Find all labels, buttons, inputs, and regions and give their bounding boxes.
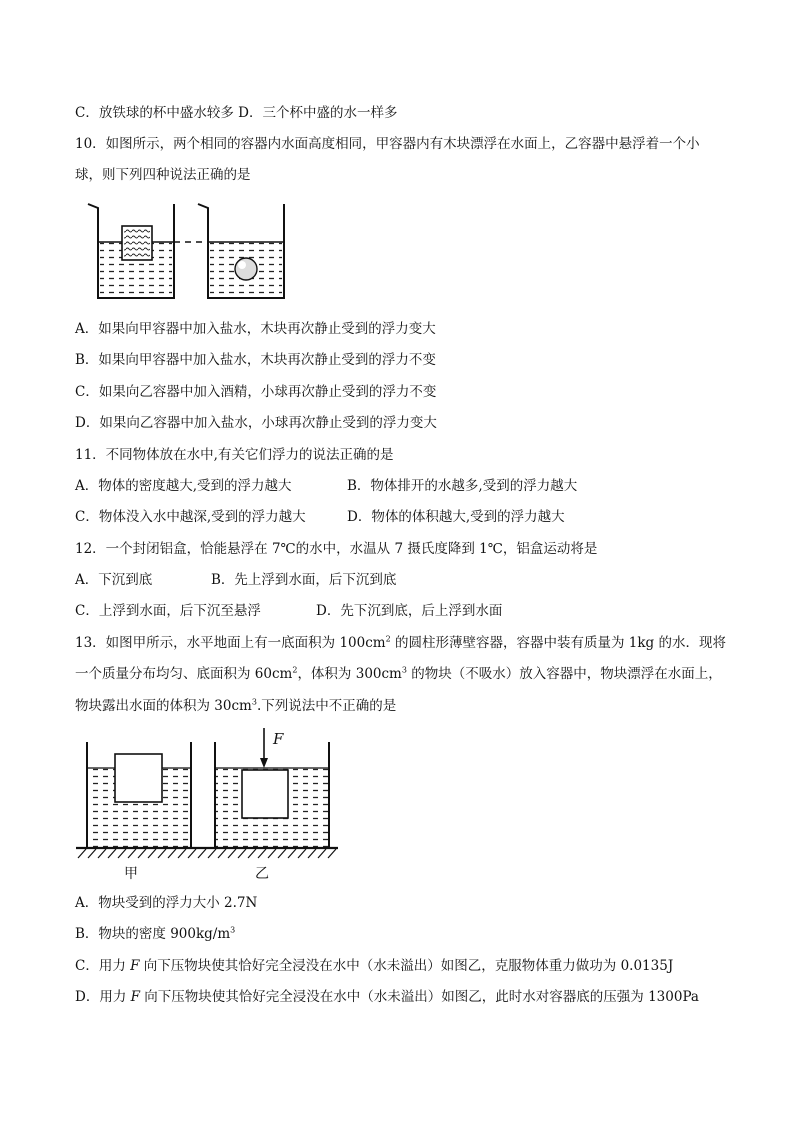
q10-option-d: D．如果向乙容器中加入盐水，小球再次静止受到的浮力变大: [75, 415, 437, 431]
q11-option-a: A．物体的密度越大,受到的浮力越大: [75, 478, 292, 494]
submerged-block: [242, 770, 288, 818]
q13-stem-line2: 一个质量分布均匀、底面积为 $60cm^2$，体积为 $300cm^3$ 的物块（不吸水）放入容器中，物块漂浮在水面上，: [75, 665, 722, 682]
q13-option-a: A．物块受到的浮力大小 2.7N: [75, 895, 258, 911]
q9-options-cd: C．放铁球的杯中盛水较多 D．三个杯中盛的水一样多: [75, 105, 398, 121]
container-jia: [88, 204, 174, 298]
q10-option-b: B．如果向甲容器中加入盐水，木块再次静止受到的浮力不变: [75, 352, 436, 368]
container-jia-q13: [87, 742, 191, 848]
q12-option-d: D．先下沉到底，后上浮到水面: [316, 603, 503, 619]
figure-label-jia: 甲: [124, 866, 138, 882]
q11-option-d: D．物体的体积越大,受到的浮力越大: [347, 509, 565, 525]
q13-stem-line1: 13．如图甲所示，水平地面上有一底面积为 $100cm^2$ 的圆柱形薄壁容器，容器中装有质量为 1kg 的水．现将: [75, 634, 726, 651]
q11-option-c: C．物体没入水中越深,受到的浮力越大: [75, 509, 306, 525]
q10-containers-figure: [78, 198, 298, 304]
q12-option-c: C．上浮到水面，后下沉至悬浮: [75, 603, 261, 619]
q12-option-a: A．下沉到底: [75, 572, 153, 588]
q10-stem-line1: 10．如图所示，两个相同的容器内水面高度相同，甲容器内有木块漂浮在水面上，乙容器中悬浮着一个小: [75, 136, 700, 152]
figure-label-yi: 乙: [255, 866, 269, 882]
q11-stem: 11．不同物体放在水中,有关它们浮力的说法正确的是: [75, 447, 394, 463]
q12-stem: 12．一个封闭铝盒，恰能悬浮在 7℃的水中，水温从 7 摄氏度降到 1℃，铝盒运动将是: [75, 541, 598, 557]
q13-block-figure: [72, 724, 342, 884]
q13-option-d: D．用力 F 向下压物块使其恰好完全浸没在水中（水未溢出）如图乙，此时水对容器底的压强为 1300Pa: [75, 989, 699, 1005]
floating-block: [115, 754, 162, 802]
q10-stem-line2: 球，则下列四种说法正确的是: [75, 167, 251, 183]
ground-hatching: [78, 849, 336, 858]
q13-option-c: C．用力 F 向下压物块使其恰好完全浸没在水中（水未溢出）如图乙，克服物体重力做功为 0.0135J: [75, 958, 674, 974]
q12-option-b: B．先上浮到水面，后下沉到底: [211, 572, 397, 588]
q10-option-c: C．如果向乙容器中加入酒精，小球再次静止受到的浮力不变: [75, 384, 437, 400]
q10-option-a: A．如果向甲容器中加入盐水，木块再次静止受到的浮力变大: [75, 321, 436, 337]
q13-option-b: B．物块的密度 $900kg/m^3$: [75, 925, 236, 942]
q11-option-b: B．物体排开的水越多,受到的浮力越大: [347, 478, 578, 494]
force-label: F: [273, 730, 284, 748]
q13-stem-line3: 物块露出水面的体积为 $30cm^3$.下列说法中不正确的是: [75, 697, 397, 714]
container-yi-q13: [215, 728, 329, 848]
container-yi: [198, 204, 284, 298]
